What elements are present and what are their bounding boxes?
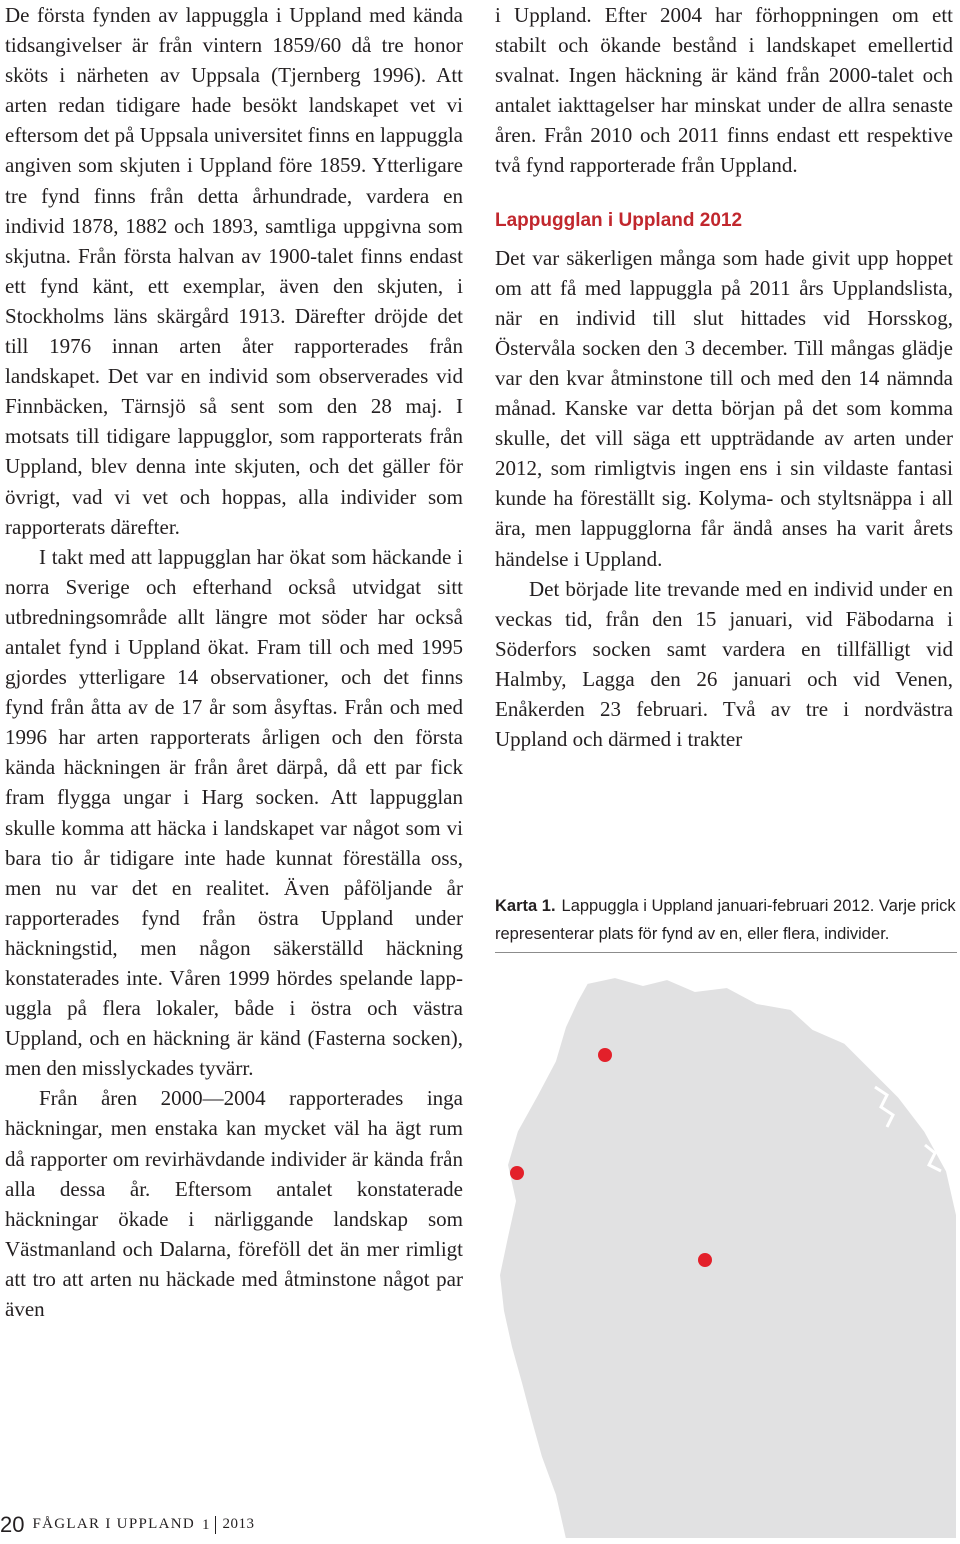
issue-number: 1 — [202, 1516, 217, 1534]
body-paragraph: De första fynden av lappuggla i Uppland med kända tidsangivelser är från vintern 1859/60 då tre honor sköts i närheten av Uppsala (Tjernberg 1996). Att arten redan tidigare hade besökt landskapet vet vi eftersom det på Uppsala universitet finns en lappuggla angiven som skjuten i Uppland före 1859. Ytterligare tre fynd finns från detta århundrade, vardera en individ 1878, 1882 och 1893, samtliga uppgivna som skjutna. Från första halvan av 1900-talet finns endast ett fynd känt, ett exemplar, även den skjuten, i Stockholms läns skärgård 1913. Därefter dröjde det till 1976 innan arten åter rapporterades från landskapet. Det var en individ som observerades vid Finnbäcken, Tärnsjö så sent som den 28 maj. I motsats till tidigare lappugglor, som rapporterats från Uppland, blev denna inte skjuten, och det gäller för övrigt, vad vi vet och hoppas, alla individer som rapporterats därefter. — [5, 3, 463, 539]
section-heading: Lappugglan i Uppland 2012 — [495, 209, 743, 231]
sighting-dot — [598, 1048, 612, 1062]
issue-year: 2013 — [222, 1516, 255, 1532]
body-paragraph: Från åren 2000—2004 rapporterades inga häckningar, men enstaka kan mycket väl ha ägt rum då rapporter om revirhävdande individer är kända från alla dessa år. Eftersom antalet konstaterade häckningar ökade i närliggande landskap som Västmanland och Dalarna, föreföll det än mer rimligt att tro att arten nu häckade med åtminstone något par även — [5, 1086, 463, 1322]
map-caption — [495, 893, 957, 953]
sighting-dot — [510, 1166, 524, 1180]
body-paragraph: Det var säkerligen många som hade givit upp hoppet om att få med lappuggla på 2011 års Upplandslista, när en individ till slut hittades vid Horsskog, Östervåla socken den 3 december. Till mångas glädje var den kvar åtminstone till och med den 14 nämnda månad. Kanske var detta början på det som komma skulle, det vill säga ett uppträdande av arten under 2012, som rimligtvis ingen ens i sin vildaste fantasi kunde ha föreställt sig. Kolyma- och styltsnäppa i all ära, men lappugglorna får ändå anses ha varit årets händelse i Uppland. — [495, 245, 953, 571]
page-footer — [0, 1510, 254, 1539]
page-number: 20 — [0, 1511, 25, 1537]
uppland-map — [495, 975, 957, 1539]
map-caption-text: Lappuggla i Uppland januari-februari 2012. Varje prick representerar plats för fynd av en, eller flera, individer. — [495, 897, 956, 943]
journal-title: FÅGLAR I UPPLAND — [32, 1516, 195, 1532]
left-text-column — [5, 0, 463, 1324]
sighting-dot — [698, 1253, 712, 1267]
uppland-land-shape — [499, 977, 957, 1539]
body-paragraph-continued: i Uppland. Efter 2004 har förhoppningen om ett stabilt och ökande bestånd i landskapet emellertid svalnat. Ingen häckning är känd från 2000-talet och antalet iakttagelser har minskat under de allra senaste åren. Från 2010 och 2011 finns endast ett respektive två fynd rapporterade från Uppland. — [495, 3, 953, 178]
right-text-column — [495, 0, 953, 754]
body-paragraph: I takt med att lappugglan har ökat som häckande i norra Sverige och efterhand också utvidgat sitt utbredningsområde allt längre mot söder har också antalet fynd i Uppland ökat. Fram till och med 1995 gjordes ytterligare 14 observationer, och det finns fynd från åtta av de 17 år som åsyftas. Från och med 1996 har arten rapporterats årligen och den första kända häckningen är från året därpå, då ett par fick fram flygga ungar i Harg socken. Att lappugglan skulle komma att häcka i landskapet var något som vi bara tio år tidigare inte hade kunnat föreställa oss, men nu var det en realitet. Även påföljande år rapporterades fynd från östra Uppland under häckningstid, men någon säkerställd häckning konstaterades inte. Våren 1999 hördes spelande lappuggla på flera lokaler, både i östra och västra Uppland, och en häckning är känd (Fasterna socken), men den misslyckades tyvärr. — [5, 544, 463, 1081]
map-caption-label: Karta 1. — [495, 897, 556, 915]
body-paragraph: Det började lite trevande med en individ under en veckas tid, från den 15 januari, vid Fäbodarna i Söderfors socken samt vardera en tillfälligt vid Halmby, Lagga den 26 januari och vid Venen, Enåkerden 23 februari. Två av tre i nordvästra Uppland och därmed i trakter — [495, 576, 953, 752]
uppland-map-svg — [495, 975, 957, 1539]
